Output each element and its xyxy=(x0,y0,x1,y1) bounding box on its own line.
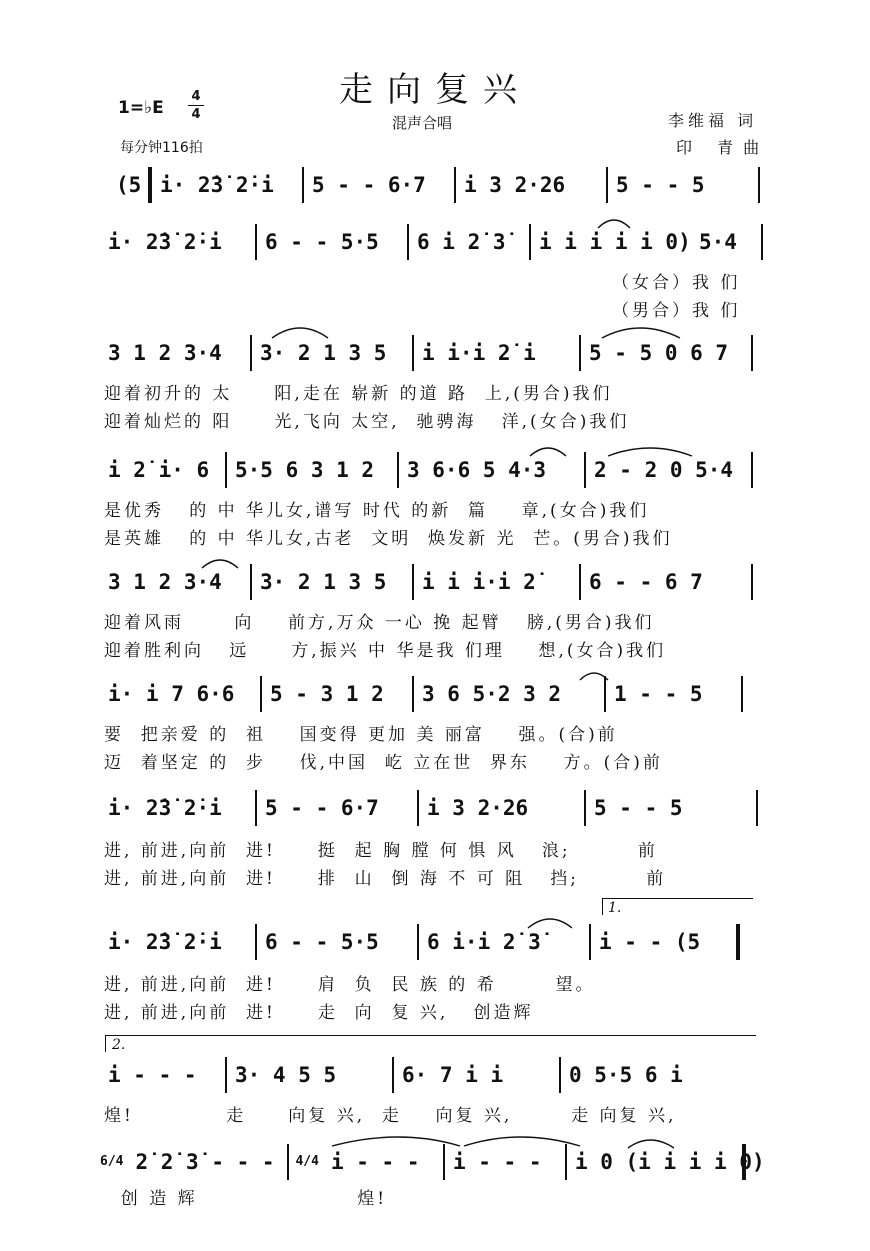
lyricist-credit: 李维福 词 xyxy=(668,111,758,130)
measure: 6 i 2̇ 3̇ xyxy=(417,230,506,254)
measure: 5 - - 6·7 xyxy=(265,796,379,820)
measure: 3· 4 5 5 xyxy=(235,1063,337,1087)
measure: i 2̇ i· 6 xyxy=(108,458,210,482)
second-ending-label: 2. xyxy=(112,1037,126,1053)
measure: i - - - xyxy=(108,1063,197,1087)
triplet-slur xyxy=(628,1140,674,1148)
lyric-line-2: 进, 前进,向前 进! 走 向 复 兴, 创造辉 xyxy=(104,1003,534,1023)
lyric-line-1: 是优秀 的 中 华儿女,谱写 时代 的新 篇 章,(女合)我们 xyxy=(104,501,650,521)
measure: 6 - - 5·5 xyxy=(265,930,379,954)
lyric-line-1: （女合）我 们 xyxy=(612,273,741,293)
lyric-line-1: 迎着初升的 太 阳,走在 崭新 的道 路 上,(男合)我们 xyxy=(104,384,613,404)
measure: 5·4 xyxy=(699,230,737,254)
tempo-marking: 每分钟116拍 xyxy=(120,140,203,156)
measure: i· 2̇3̇ 2̇·i xyxy=(160,173,274,197)
measure: 1 - - 5 xyxy=(614,682,703,706)
measure: 6· 7 i i xyxy=(402,1063,504,1087)
first-ending-label: 1. xyxy=(608,900,622,916)
lyric-line-2: 迎着灿烂的 阳 光,飞向 太空, 驰骋海 洋,(女合)我们 xyxy=(104,412,630,432)
measure: 5 - 3 1 2 xyxy=(270,682,384,706)
measure: i i·i 2̇ i xyxy=(422,341,536,365)
song-title: 走向复兴 xyxy=(339,70,531,110)
slur xyxy=(602,328,680,338)
measure: i i i·i 2̇ xyxy=(422,570,536,594)
triplet-slur xyxy=(598,220,630,228)
measure: 3 1 2 3·4 xyxy=(108,570,222,594)
time-change-4-4: 4/4 xyxy=(295,1154,319,1169)
tie xyxy=(464,1137,580,1146)
lyric-line-1: 创 造 辉 煌! xyxy=(104,1189,388,1209)
measure: 6 i·i 2̇ 3̇ xyxy=(427,930,541,954)
measure: 2 - 2 0 5·4 xyxy=(594,458,734,482)
measure: i· i 7 6·6 xyxy=(108,682,235,706)
measure: 5 - - 5 xyxy=(594,796,683,820)
measure: 5·5 6 3 1 2 xyxy=(235,458,375,482)
subtitle: 混声合唱 xyxy=(392,114,453,132)
slur xyxy=(528,919,572,928)
measure: 5 - 5 0 6 7 xyxy=(589,341,729,365)
measure: 3 6 5·2 3 2 xyxy=(422,682,562,706)
measure: 2̇ 2̇ 3̇ - - - xyxy=(135,1150,275,1174)
tie xyxy=(272,328,328,338)
slur xyxy=(530,448,566,456)
measure: i - - (5 xyxy=(599,930,701,954)
measure: i 3 2·26 xyxy=(427,796,529,820)
measure: i· 2̇3̇ 2̇·i xyxy=(108,930,222,954)
time-signature-bottom: 4 xyxy=(188,105,204,123)
lyric-line-1: 进, 前进,向前 进! 挺 起 胸 膛 何 惧 风 浪; 前 xyxy=(104,841,658,861)
slur xyxy=(202,560,238,568)
lyric-line-1: 煌! 走 向复 兴, 走 向复 兴, 走 向复 兴, xyxy=(104,1106,677,1126)
lyric-line-2: （男合）我 们 xyxy=(612,301,741,321)
measure: i - - - xyxy=(330,1150,420,1174)
measure: i 0 (i i i i 0) xyxy=(574,1150,765,1174)
measure: 5 - - 5 xyxy=(616,173,705,197)
lyric-line-2: 迎着胜利向 远 方,振兴 中 华是我 们理 想,(女合)我们 xyxy=(104,641,667,661)
measure: i· 2̇3̇ 2̇·i xyxy=(108,796,222,820)
slur xyxy=(580,673,608,680)
measure: 0 5·5 6 i xyxy=(569,1063,683,1087)
time-signature-top: 4 xyxy=(191,89,201,104)
tie xyxy=(608,448,692,456)
measure: 6 - - 6 7 xyxy=(589,570,703,594)
measure: (5 xyxy=(116,173,142,197)
lyric-line-2: 进, 前进,向前 进! 排 山 倒 海 不 可 阻 挡; 前 xyxy=(104,869,667,889)
measure: 3· 2 1 3 5 xyxy=(260,341,387,365)
measure: i· 2̇3̇ 2̇·i xyxy=(108,230,222,254)
measure: i i i i i 0) xyxy=(539,230,691,254)
measure: 3 1 2 3·4 xyxy=(108,341,222,365)
measure: 3 6·6 5 4·3 xyxy=(407,458,547,482)
lyric-line-1: 要 把亲爱 的 祖 国变得 更加 美 丽富 强。(合)前 xyxy=(104,725,618,745)
measure: i - - - xyxy=(452,1150,542,1174)
lyric-line-1: 进, 前进,向前 进! 肩 负 民 族 的 希 望。 xyxy=(104,975,596,995)
lyric-line-2: 迈 着坚定 的 步 伐,中国 屹 立在世 界东 方。(合)前 xyxy=(104,753,663,773)
key-signature: 1=♭E xyxy=(118,98,164,118)
measure: i 3 2·26 xyxy=(464,173,566,197)
lyric-line-2: 是英雄 的 中 华儿女,古老 文明 焕发新 光 芒。(男合)我们 xyxy=(104,529,673,549)
measure: 3· 2 1 3 5 xyxy=(260,570,387,594)
composer-credit: 印 青曲 xyxy=(676,138,770,157)
tie xyxy=(332,1137,460,1146)
time-change-6-4: 6/4 xyxy=(100,1154,124,1169)
lyric-line-1: 迎着风雨 向 前方,万众 一心 挽 起臂 膀,(男合)我们 xyxy=(104,613,655,633)
measure: 5 - - 6·7 xyxy=(312,173,426,197)
measure: 6 - - 5·5 xyxy=(265,230,379,254)
